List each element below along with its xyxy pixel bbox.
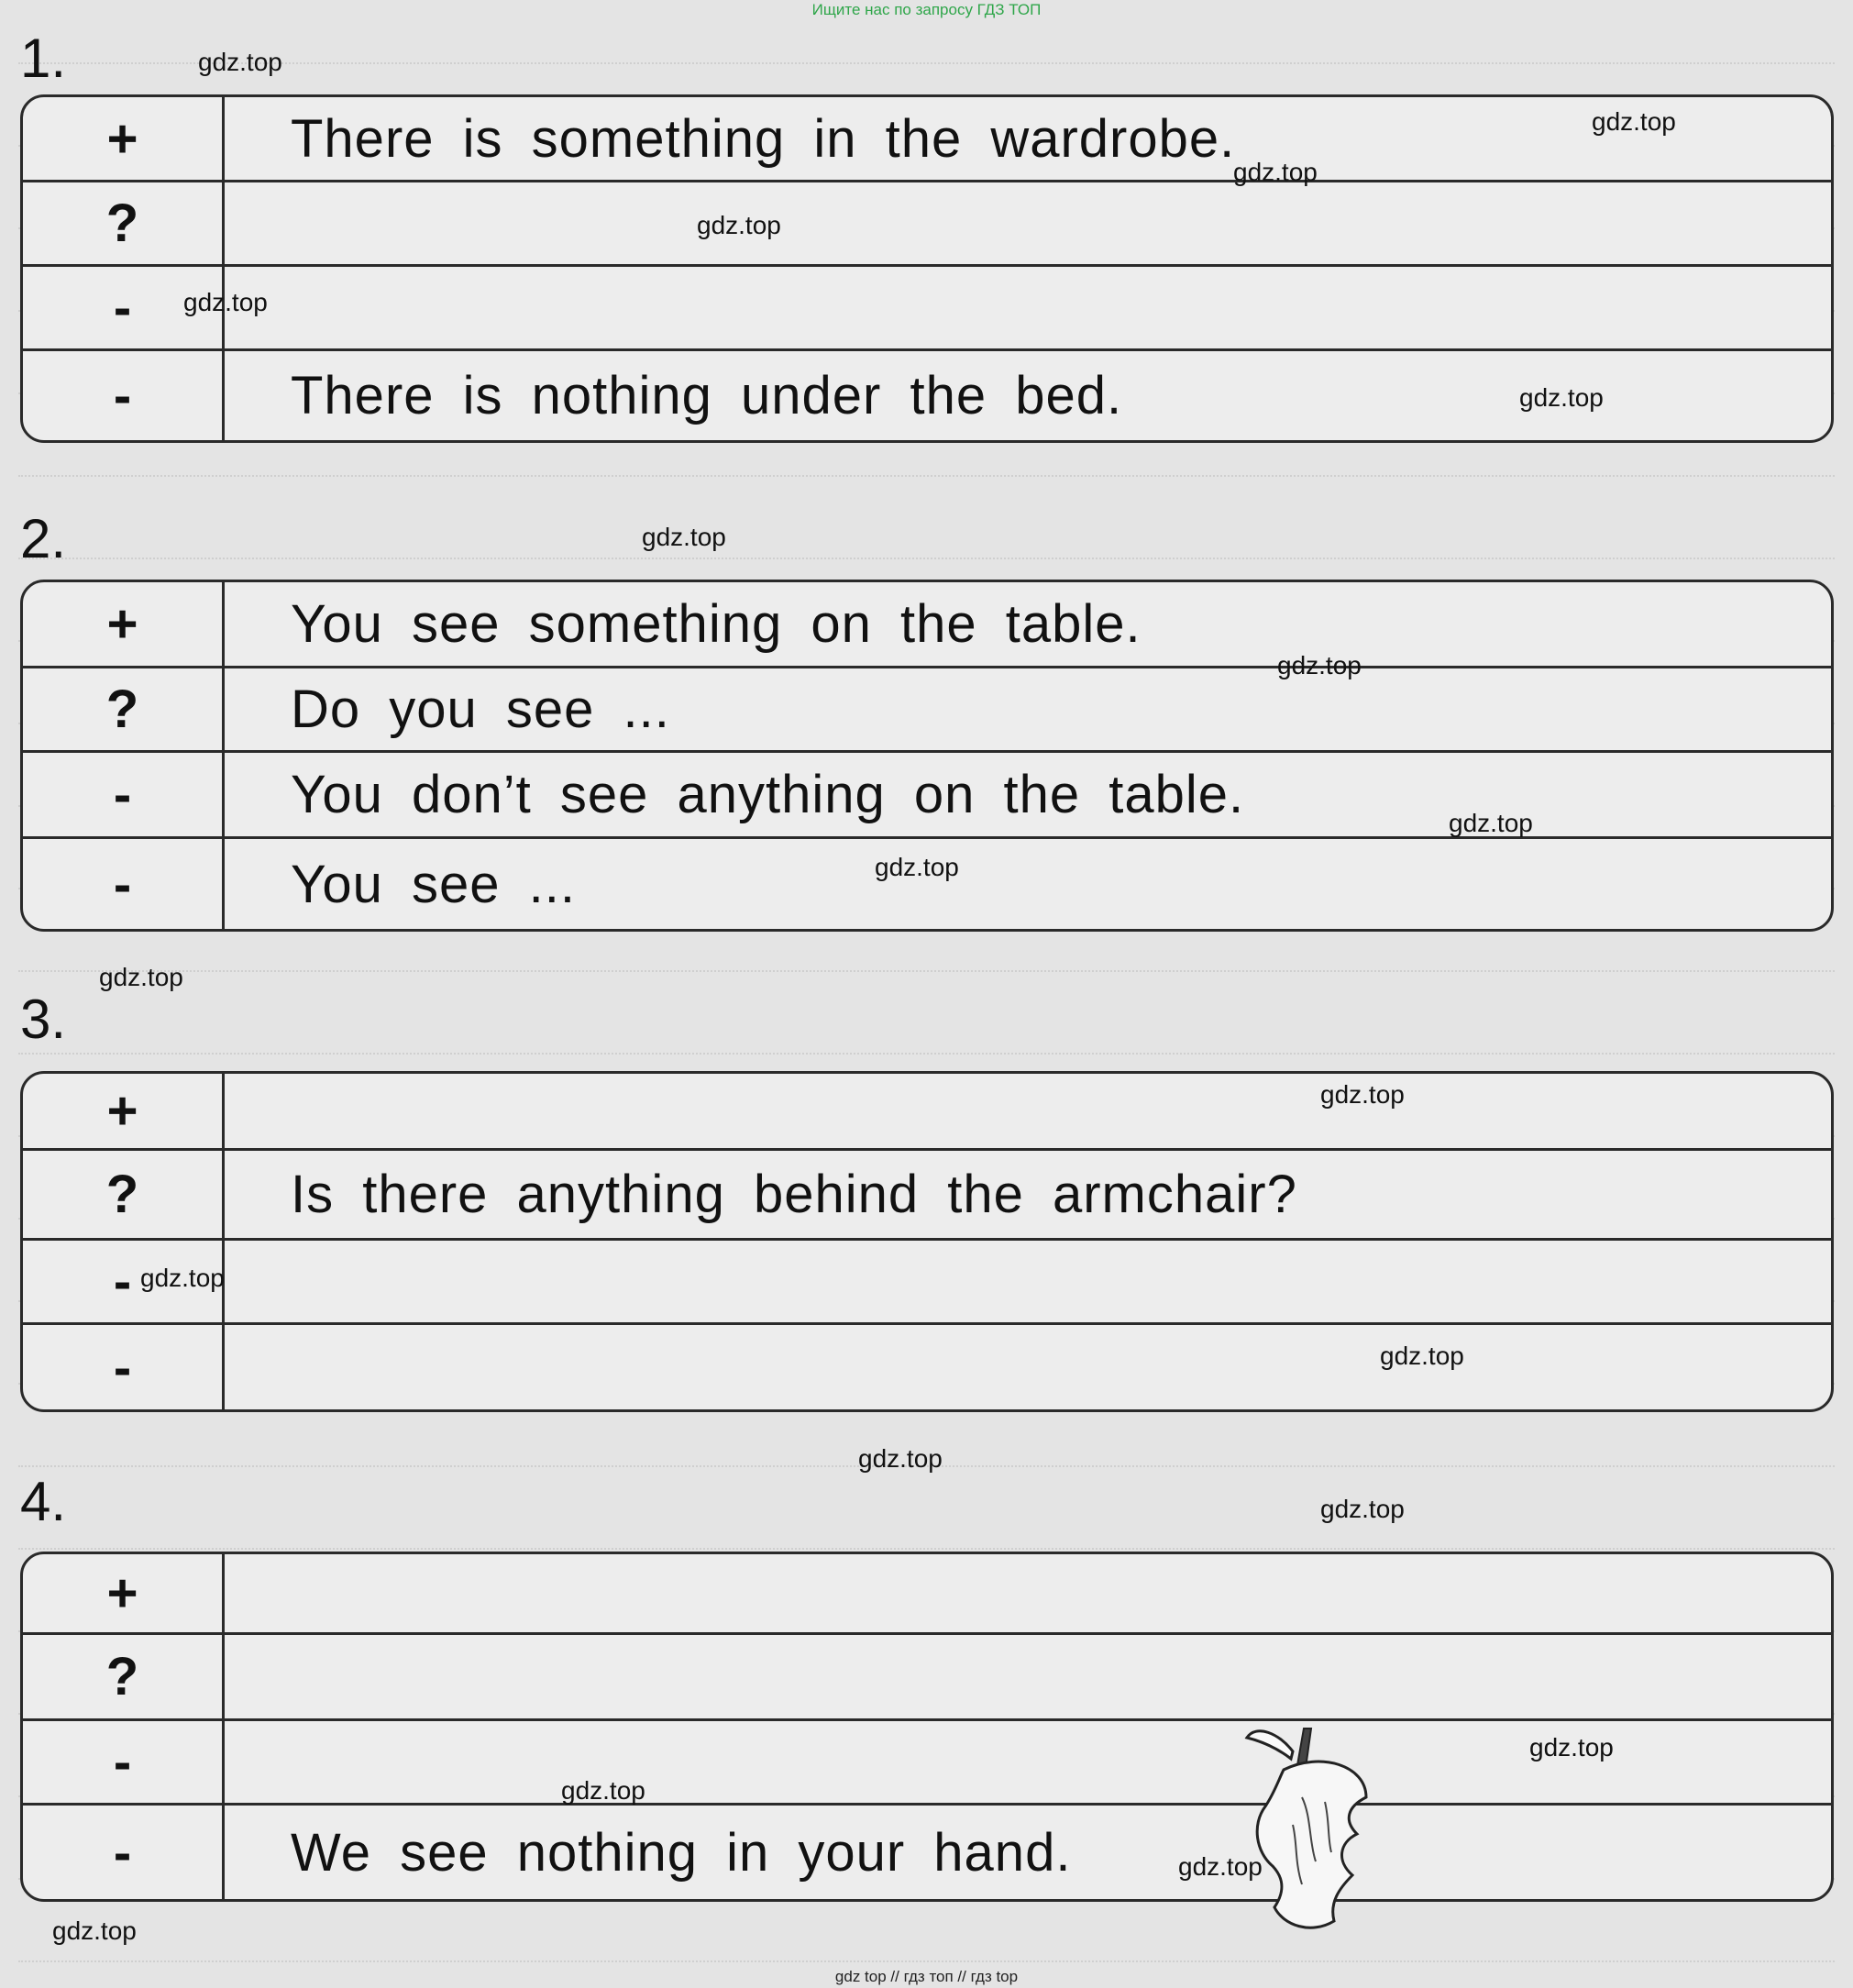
watermark: gdz.top bbox=[52, 1916, 137, 1945]
sign-cell: + bbox=[23, 97, 225, 180]
sentence-cell: We see nothing in your hand. bbox=[291, 1822, 1072, 1883]
watermark: gdz.top bbox=[642, 523, 726, 551]
watermark: gdz.top bbox=[1320, 1080, 1405, 1109]
watermark: gdz.top bbox=[858, 1444, 943, 1473]
apple-core-icon bbox=[1229, 1715, 1403, 1944]
watermark: gdz.top bbox=[1380, 1342, 1464, 1370]
table-row bbox=[23, 1554, 1831, 1635]
table-row bbox=[23, 1151, 1831, 1241]
table-row bbox=[23, 267, 1831, 351]
sentence-cell: You don’t see anything on the table. bbox=[291, 765, 1245, 824]
watermark: gdz.top bbox=[1233, 158, 1318, 186]
exercise-4-number: 4. bbox=[20, 1471, 67, 1532]
sentence-cell: Is there anything behind the armchair? bbox=[291, 1165, 1297, 1224]
watermark: gdz.top bbox=[875, 853, 959, 881]
table-row bbox=[23, 1325, 1831, 1409]
watermark: gdz.top bbox=[697, 211, 781, 239]
table-row bbox=[23, 1074, 1831, 1151]
sentence-cell: There is nothing under the bed. bbox=[291, 366, 1123, 425]
sign-cell: - bbox=[23, 1241, 225, 1322]
table-row bbox=[23, 582, 1831, 668]
sign-cell: - bbox=[23, 267, 225, 348]
sign-cell: - bbox=[23, 1806, 225, 1899]
sign-cell: - bbox=[23, 839, 225, 929]
sign-cell: ? bbox=[23, 1151, 225, 1238]
watermark: gdz.top bbox=[1178, 1852, 1263, 1881]
watermark: gdz.top bbox=[140, 1264, 225, 1292]
table-row bbox=[23, 97, 1831, 182]
watermark: gdz.top bbox=[1320, 1495, 1405, 1523]
exercise-1-number: 1. bbox=[20, 28, 67, 89]
sign-cell: - bbox=[23, 753, 225, 836]
exercise-2-number: 2. bbox=[20, 508, 67, 569]
sign-cell: - bbox=[23, 1721, 225, 1803]
exercise-3-number: 3. bbox=[20, 988, 67, 1050]
sentence-cell: You see ... bbox=[291, 854, 576, 914]
table-row bbox=[23, 1806, 1831, 1899]
table-row bbox=[23, 1635, 1831, 1721]
sign-cell: ? bbox=[23, 668, 225, 750]
sentence-cell: There is something in the wardrobe. bbox=[291, 108, 1236, 169]
table-row bbox=[23, 1241, 1831, 1325]
footer-note: gdz top // гдз топ // гдз top bbox=[834, 1968, 1019, 1985]
sign-cell: + bbox=[23, 1074, 225, 1148]
sign-cell: - bbox=[23, 351, 225, 440]
sentence-cell: Do you see ... bbox=[291, 679, 670, 739]
watermark: gdz.top bbox=[99, 963, 183, 991]
header-note: Ищите нас по запросу ГДЗ ТОП bbox=[811, 1, 1042, 18]
watermark: gdz.top bbox=[198, 48, 282, 76]
watermark: gdz.top bbox=[1449, 809, 1533, 837]
sign-cell: - bbox=[23, 1325, 225, 1409]
sentence-cell: You see something on the table. bbox=[291, 594, 1142, 654]
watermark: gdz.top bbox=[1519, 383, 1604, 412]
watermark: gdz.top bbox=[1529, 1733, 1614, 1762]
sign-cell: ? bbox=[23, 1635, 225, 1718]
exercise-4-table bbox=[20, 1552, 1834, 1902]
table-row bbox=[23, 753, 1831, 839]
sign-cell: + bbox=[23, 1554, 225, 1632]
watermark: gdz.top bbox=[1592, 107, 1676, 136]
watermark: gdz.top bbox=[1277, 651, 1362, 679]
watermark: gdz.top bbox=[183, 288, 268, 316]
sign-cell: ? bbox=[23, 182, 225, 264]
sign-cell: + bbox=[23, 582, 225, 666]
table-row bbox=[23, 668, 1831, 753]
watermark: gdz.top bbox=[561, 1776, 645, 1805]
table-row bbox=[23, 182, 1831, 267]
exercise-3-table bbox=[20, 1071, 1834, 1412]
